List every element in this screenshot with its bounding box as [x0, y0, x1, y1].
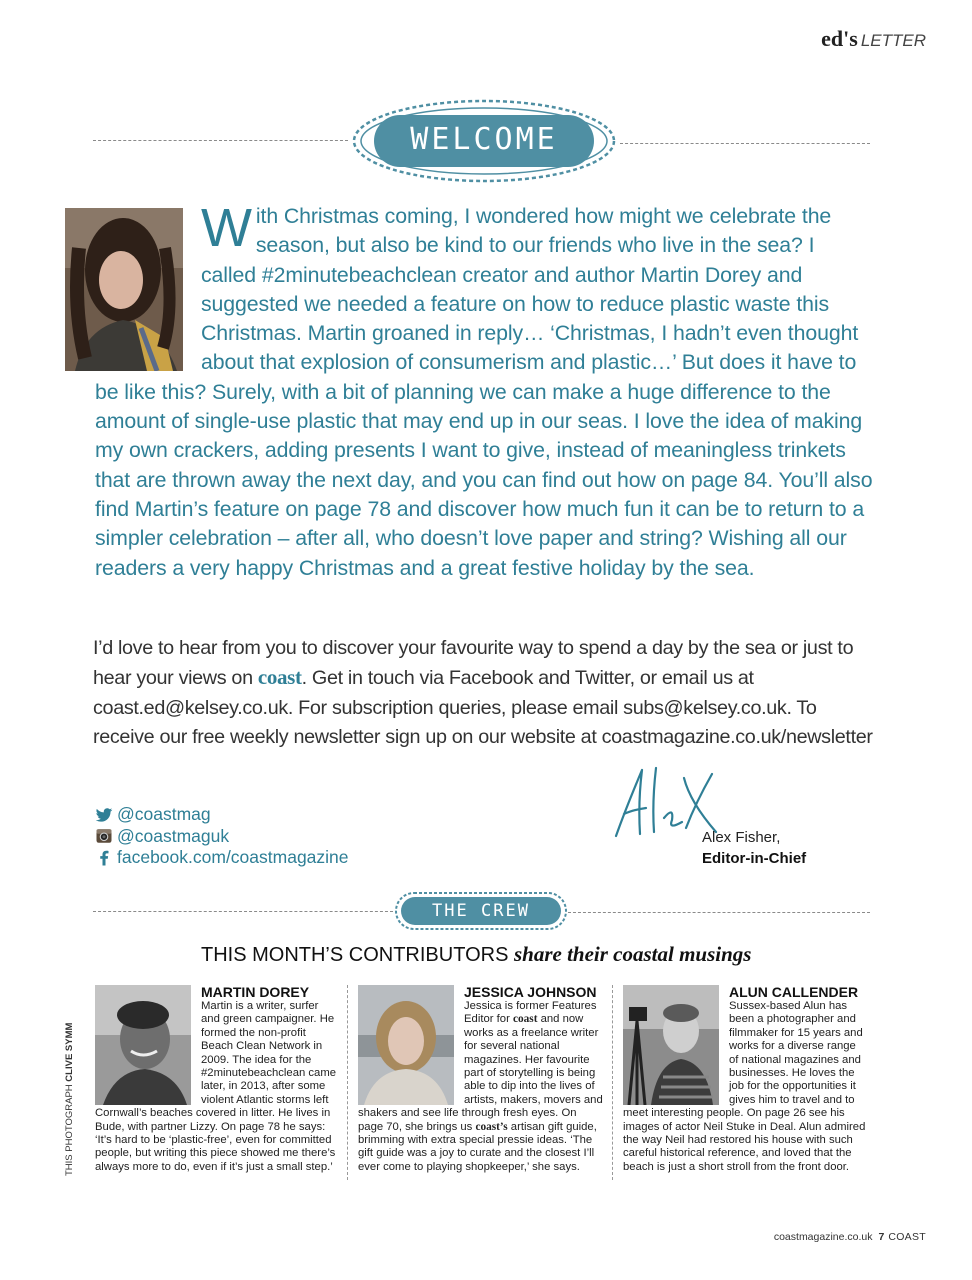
- editor-role: Editor-in-Chief: [702, 850, 807, 867]
- facebook-link[interactable]: [95, 847, 349, 869]
- facebook-url: facebook.com/coastmagazine: [117, 847, 349, 867]
- editor-name: Alex Fisher,: [702, 829, 781, 846]
- section-header: [821, 26, 926, 52]
- intro-paragraph: [95, 198, 875, 583]
- photo-credit-prefix: THIS PHOTOGRAPH: [64, 1081, 75, 1176]
- coast-brand: coast: [512, 1013, 538, 1026]
- intro-text: ith Christmas coming, I wondered how might we celebrate the season, but also be kind to our friends who live in the sea? I called #2minutebeachclean creator and author Martin Dorey and suggested we needed a feature on how to reduce plastic waste this Christmas. Martin groaned in reply… ‘Christmas, I hadn’t even thought about that explosion of consumerism and plastic…’ But does it have to be like this? Surely, with a bit of planning we can make a huge difference to the amount of single-use plastic that may end up in our seas. I love the idea of making my own crackers, adding presents I want to give, instead of meaningless trinkets that are thrown away the next day, and you can find out how on page 84. You’ll also find Martin’s feature on page 78 and discover how much fun it can be to return to a simpler celebration – after all, who doesn’t love paper and string? Wishing all our readers a very happy Christmas and a great festive holiday by the sea.: [95, 204, 873, 580]
- page-number: 7: [878, 1231, 885, 1243]
- twitter-icon: [95, 806, 113, 824]
- instagram-handle: @coastmaguk: [117, 825, 230, 846]
- crew-divider-right: [568, 912, 870, 913]
- contributors-heading: [201, 942, 751, 967]
- contributor-bio-part: and now works as a freelance writer for several national magazines. Her favourite part of storytelling is being able to dip into the lives of artists, makers, movers and shakers and see life through fresh eyes. On page 70, she brings us: [358, 1013, 603, 1133]
- footer-website: coastmagazine.co.uk: [773, 1231, 873, 1243]
- welcome-badge: [348, 95, 620, 187]
- contributor-photo: [358, 985, 454, 1105]
- contributors-heading-plain: THIS MONTH’S CONTRIBUTORS: [201, 944, 514, 966]
- contact-text-end: . Get in touch via Facebook and Twitter, or email us at coast.ed@kelsey.co.uk. For subscription queries, please email subs@kelsey.co.uk. To receive our free weekly newsletter sign up on our website at coastmagazine.co.uk/newsletter: [93, 667, 873, 748]
- twitter-link[interactable]: [95, 804, 349, 826]
- contributor-bio-part: artisan gift guide, brimming with extra special pressie ideas. ‘The gift guide was a joy to curate and the closest I’ll ever come to playing shopkeeper,’ she says.: [358, 1120, 597, 1173]
- contributor-jessica-johnson: [358, 985, 603, 1174]
- coast-brand: coast: [257, 665, 302, 690]
- instagram-link[interactable]: [95, 826, 349, 848]
- photo-credit: [64, 1023, 75, 1176]
- contact-paragraph: [93, 634, 883, 752]
- coast-brand: coast’s: [475, 1120, 508, 1133]
- crew-badge: [394, 891, 568, 931]
- contributor-name: MARTIN DOREY: [201, 984, 310, 1000]
- instagram-icon: [95, 827, 113, 845]
- facebook-icon: [95, 849, 113, 867]
- page-footer: [774, 1231, 926, 1243]
- divider-left: [93, 140, 348, 141]
- crew-divider-left: [93, 911, 393, 912]
- column-divider: [612, 985, 613, 1180]
- contributor-martin-dorey: [95, 985, 340, 1174]
- crew-badge-label: THE CREW: [432, 901, 530, 921]
- section-title: ed's: [821, 26, 858, 51]
- photo-credit-name: CLIVE SYMM: [64, 1022, 75, 1082]
- contributor-photo: [623, 985, 719, 1105]
- drop-cap: W: [201, 198, 252, 258]
- contributor-bio-part: Jessica is former Features Editor for: [464, 1000, 597, 1026]
- twitter-handle: @coastmag: [117, 804, 211, 824]
- contributor-name: JESSICA JOHNSON: [464, 984, 597, 1000]
- column-divider: [347, 985, 348, 1180]
- contributors-heading-italic: share their coastal musings: [513, 942, 752, 966]
- contact-text-start: I’d love to hear from you to discover your favourite way to spend a day by the sea or just to hear your views on: [93, 637, 854, 690]
- section-subtitle: LETTER: [860, 31, 926, 50]
- contributor-alun-callender: [623, 985, 868, 1174]
- divider-right: [620, 143, 870, 144]
- contributor-bio: Sussex-based Alun has been a photographer and filmmaker for 15 years and works for a diverse range of national magazines and businesses. He loves the job for the opportunities it gives him to travel and to meet interesting people. On page 26 see his images of actor Neil Stuke in Deal. Alun admired the way Neil had restored his house with such careful historical reference, and loved that the beach is just a short stroll from the front door.: [623, 1000, 866, 1173]
- contributor-bio: Martin is a writer, surfer and green campaigner. He formed the non-profit Beach Clean Network in 2009. The idea for the #2minutebeachclean came later, in 2013, after some violent Atlantic storms left Cornwall’s beaches covered in litter. He lives in Bude, with partner Lizzy. On page 78 he says: ‘It’s hard to be ‘plastic-free’, even for committed people, but writing this piece showed me there’s always more to do, even if it’s just a small step.’: [95, 1000, 337, 1173]
- contributor-name: ALUN CALLENDER: [729, 984, 859, 1000]
- contributor-photo: [95, 985, 191, 1105]
- welcome-badge-label: WELCOME: [410, 122, 558, 157]
- footer-magazine: COAST: [888, 1231, 926, 1243]
- social-links: [95, 804, 349, 869]
